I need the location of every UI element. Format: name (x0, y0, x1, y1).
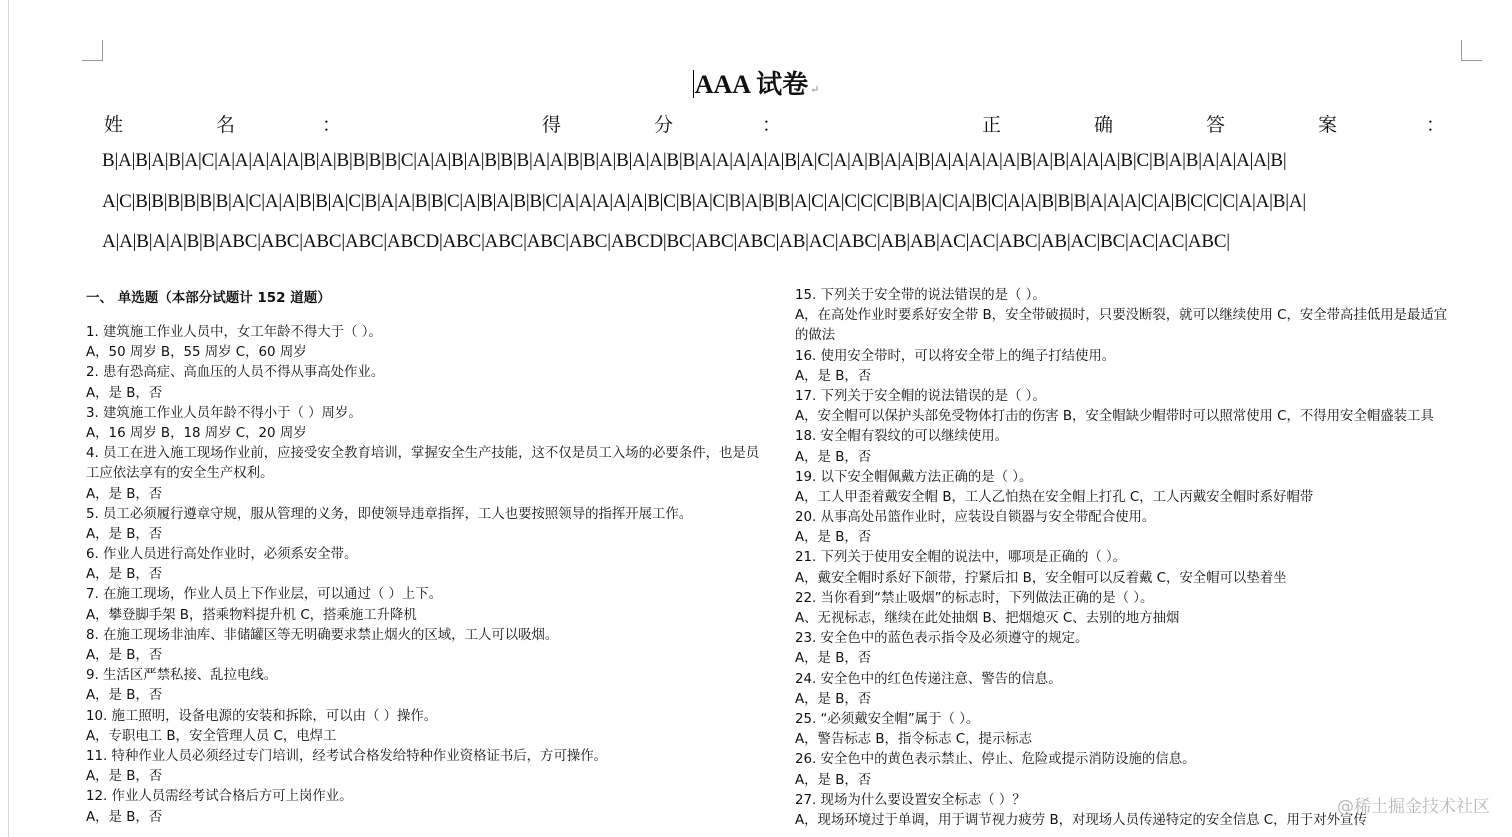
option-line: A，是 B，否 (795, 368, 872, 384)
option-line: 的做法 (795, 328, 836, 344)
option-line: A，是 B，否 (86, 688, 163, 704)
question-line: 12. 作业人员需经考试合格后方可上岗作业。 (86, 789, 353, 805)
text-cursor (693, 70, 694, 98)
header-char: 案 (1318, 114, 1338, 136)
option-line: A，戴安全帽时系好下颌带，拧紧后扣 B，安全帽可以反着戴 C，安全帽可以垫着坐 (795, 570, 1287, 586)
question-line: 17. 下列关于安全帽的说法错误的是（ ）。 (795, 388, 1046, 404)
header-char: 分 (654, 114, 674, 136)
answer-line-1: B|A|B|A|B|A|C|A|A|A|A|A|B|A|B|B|B|B|C|A|A|B|A|B|B|B|A|A|B|B|A|B|A|A|B|B|A|A|A|A|A|B|A|C|A|A|B|A|A|B|A|A|A|A|A|B|A|B|A|A|A|B|C|B|A|B|A|A|A|A|B| (102, 150, 1287, 171)
answer-header (0, 110, 1512, 136)
option-line: A，是 B，否 (86, 769, 163, 785)
option-line: A，是 B，否 (795, 530, 872, 546)
header-char: 答 (1206, 114, 1226, 136)
question-line: 20. 从事高处吊篮作业时，应装设自锁器与安全带配合使用。 (795, 510, 1156, 526)
question-line: 7. 在施工现场，作业人员上下作业层，可以通过（ ）上下。 (86, 587, 443, 603)
option-line: A，现场环境过于单调，用于调节视力疲劳 B，对现场人员传递特定的安全信息 C，用于对外宣传 (795, 812, 1367, 828)
option-line: A，专职电工 B，安全管理人员 C，电焊工 (86, 728, 337, 744)
question-line: 24. 安全色中的红色传递注意、警告的信息。 (795, 671, 1062, 687)
header-char: 得 (542, 114, 562, 136)
question-line: 工应依法享有的安全生产权利。 (86, 466, 274, 482)
option-line: A，50 周岁 B，55 周岁 C，60 周岁 (86, 345, 307, 361)
question-line: 19. 以下安全帽佩戴方法正确的是（ ）。 (795, 469, 1033, 485)
header-char: ： (1426, 114, 1446, 136)
question-line: 21. 下列关于使用安全帽的说法中，哪项是正确的（ ）。 (795, 550, 1127, 566)
header-char: 名 (216, 114, 236, 136)
question-line: 10. 施工照明，设备电源的安装和拆除，可以由（ ）操作。 (86, 708, 438, 724)
question-line: 15. 下列关于安全带的说法错误的是（ ）。 (795, 288, 1046, 303)
option-line: A，是 B，否 (86, 385, 163, 401)
section-title: 一、 单选题（本部分试题计 152 道题） (86, 290, 331, 306)
option-line: A，是 B，否 (795, 772, 872, 788)
paragraph-mark-icon: ↵ (810, 84, 820, 96)
option-line: A，是 B，否 (795, 691, 872, 707)
question-line: 26. 安全色中的黄色表示禁止、停止、危险或提示消防设施的信息。 (795, 752, 1196, 768)
header-char: ： (322, 114, 342, 136)
question-line: 6. 作业人员进行高处作业时，必须系安全带。 (86, 547, 358, 563)
watermark: @稀土掘金技术社区 (1337, 797, 1490, 817)
header-char: 确 (1094, 114, 1114, 136)
left-question-column (86, 323, 759, 828)
header-char: ： (762, 114, 782, 136)
right-question-column (795, 286, 1447, 831)
margin-corner-left (82, 40, 103, 61)
question-line: 1. 建筑施工作业人员中，女工年龄不得大于（ ）。 (86, 325, 382, 340)
option-line: A，是 B，否 (795, 449, 872, 465)
option-line: A，在高处作业时要系好安全带 B，安全带破损时，只要没断裂，就可以继续使用 C，安全带高挂低用是最适宜 (795, 308, 1448, 324)
header-char: 正 (982, 114, 1002, 136)
question-line: 3. 建筑施工作业人员年龄不得小于（ ）周岁。 (86, 405, 362, 421)
option-line: A，是 B，否 (86, 526, 163, 542)
question-line: 8. 在施工现场非油库、非储罐区等无明确要求禁止烟火的区域，工人可以吸烟。 (86, 627, 559, 643)
question-line: 11. 特种作业人员必须经过专门培训，经考试合格发给特种作业资格证书后，方可操作。 (86, 748, 608, 764)
document-title[interactable] (0, 64, 1512, 101)
question-line: 4. 员工在进入施工现场作业前，应接受安全教育培训，掌握安全生产技能，这不仅是员工入场的必要条件，也是员 (86, 446, 760, 462)
option-line: A，是 B，否 (86, 809, 163, 825)
option-line: A，是 B，否 (86, 648, 163, 663)
answer-line-3: A|A|B|A|A|B|B|ABC|ABC|ABC|ABC|ABCD|ABC|ABC|ABC|ABC|ABCD|BC|ABC|ABC|AB|AC|ABC|AB|AB|AC|AC|ABC|AB|AC|BC|AC|AC|ABC| (102, 231, 1230, 252)
answer-line-2: A|C|B|B|B|B|B|B|A|C|A|A|B|B|A|C|B|A|A|B|B|C|A|B|A|B|B|C|A|A|A|A|A|B|C|B|A|C|B|A|B|B|A|C|A|C|C|C|B|B|A|C|A|B|C|A|A|B|B|B|A|A|A|C|A|B|C|C|C|A|A|B|A| (102, 191, 1306, 212)
header-char: 姓 (104, 114, 124, 136)
option-line: A，是 B，否 (86, 567, 163, 583)
question-line: 18. 安全帽有裂纹的可以继续使用。 (795, 429, 1009, 445)
question-line: 9. 生活区严禁私接、乱拉电线。 (86, 668, 278, 684)
question-line: 23. 安全色中的蓝色表示指令及必须遵守的规定。 (795, 631, 1089, 647)
question-line: 25. “必须戴安全帽”属于（ ）。 (795, 711, 980, 727)
option-line: A，工人甲歪着戴安全帽 B，工人乙怕热在安全帽上打孔 C，工人丙戴安全帽时系好帽带 (795, 489, 1314, 505)
question-line: 16. 使用安全带时，可以将安全带上的绳子打结使用。 (795, 348, 1116, 364)
question-line: 5. 员工必须履行遵章守规，服从管理的义务，即使领导违章指挥，工人也要按照领导的指挥开展工作。 (86, 506, 693, 522)
option-line: A，警告标志 B，指令标志 C，提示标志 (795, 732, 1033, 748)
option-line: A，安全帽可以保护头部免受物体打击的伤害 B，安全帽缺少帽带时可以照常使用 C，不得用安全帽盛装工具 (795, 409, 1434, 425)
option-line: A，是 B，否 (795, 651, 872, 667)
question-line: 27. 现场为什么要设置安全标志（ ）？ (795, 792, 1026, 808)
title-text: AAA 试卷 (694, 70, 809, 99)
option-line: A，是 B，否 (86, 486, 163, 502)
option-line: A，攀登脚手架 B，搭乘物料提升机 C，搭乘施工升降机 (86, 607, 417, 623)
question-line: 22. 当你看到“禁止吸烟”的标志时，下列做法正确的是（ ）。 (795, 590, 1154, 606)
option-line: A，16 周岁 B，18 周岁 C，20 周岁 (86, 425, 307, 441)
margin-corner-right (1461, 40, 1482, 61)
option-line: A、无视标志，继续在此处抽烟 B、把烟熄灭 C、去别的地方抽烟 (795, 611, 1180, 626)
question-line: 2. 患有恐高症、高血压的人员不得从事高处作业。 (86, 365, 385, 381)
